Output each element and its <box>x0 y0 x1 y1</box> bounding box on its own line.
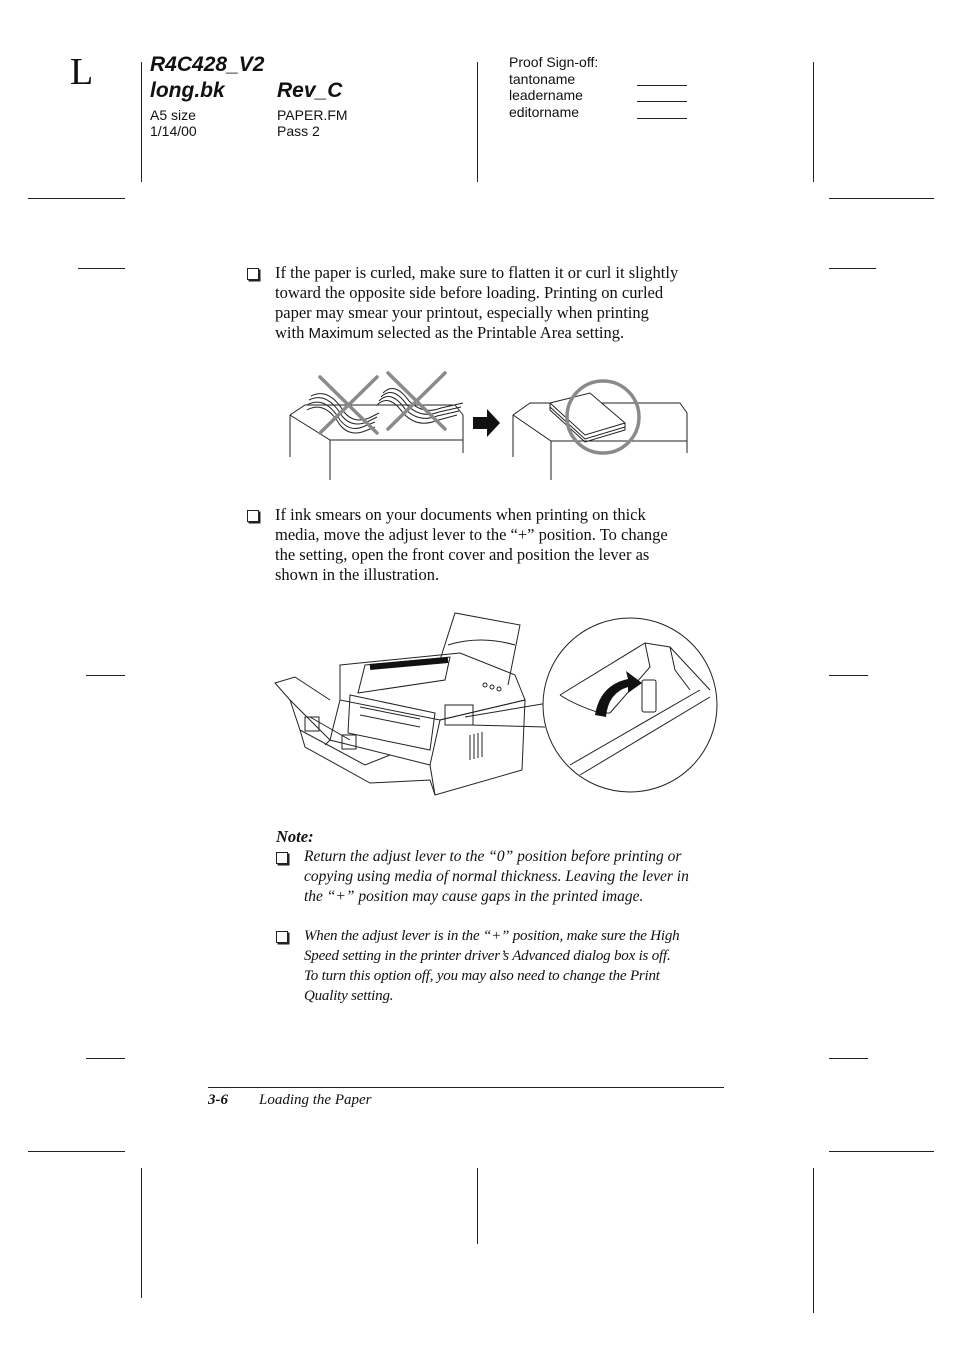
crop-mark <box>477 62 478 182</box>
bullet1-line: paper may smear your printout, especially when printing <box>275 303 649 322</box>
setting-name: Maximum <box>308 325 374 342</box>
bullet-box <box>247 510 259 522</box>
curled-paper-illustration <box>285 365 695 485</box>
printer-lever-illustration <box>270 605 725 805</box>
crop-mark <box>829 268 876 269</box>
crop-mark <box>141 62 142 182</box>
crop-mark <box>477 1168 478 1244</box>
note-line: To turn this option off, you may also need to change the Print <box>304 968 660 984</box>
bullet2-line: the setting, open the front cover and position the lever as <box>275 545 650 564</box>
bullet2-line: media, move the adjust lever to the “+” position. To change <box>275 525 668 544</box>
crop-mark <box>28 198 125 199</box>
crop-mark <box>829 1058 868 1059</box>
note-line: Quality setting. <box>304 988 394 1004</box>
signoff-line <box>637 101 687 102</box>
crop-mark <box>141 1168 142 1298</box>
note-line: the “+” position may cause gaps in the printed image. <box>304 888 644 905</box>
note-item2 <box>304 926 744 1006</box>
header-date: 1/14/00 <box>150 123 197 139</box>
chapter-title: Loading the Paper <box>259 1092 372 1108</box>
crop-mark <box>86 675 125 676</box>
bullet2-text <box>275 505 735 585</box>
crop-mark <box>829 1151 934 1152</box>
note-line: Speed setting in the printer driver’s Advanced dialog box is off. <box>304 948 671 964</box>
crop-mark <box>829 675 868 676</box>
signoff-line <box>637 118 687 119</box>
crop-mark <box>829 198 934 199</box>
header-size: A5 size <box>150 107 196 123</box>
bullet1-line: toward the opposite side before loading. Printing on curled <box>275 283 664 302</box>
bullet1-line: If the paper is curled, make sure to flatten it or curl it slightly <box>275 263 679 282</box>
crop-mark <box>86 1058 125 1059</box>
header-pass: Pass 2 <box>277 123 320 139</box>
corner-mark: L <box>70 51 94 93</box>
proof-name-editor: editorname <box>509 104 580 120</box>
header-file: PAPER.FM <box>277 107 348 123</box>
bullet1-text <box>275 263 735 344</box>
note-line: Return the adjust lever to the “0” position before printing or <box>304 848 682 865</box>
bullet-box <box>276 852 288 864</box>
note-line: When the adjust lever is in the “+” position, make sure the High <box>304 928 680 944</box>
note-title: Note: <box>276 827 314 846</box>
bullet2-line: shown in the illustration. <box>275 565 440 584</box>
note-line: copying using media of normal thickness. Leaving the lever in <box>304 868 689 885</box>
header-revision: Rev_C <box>277 79 343 102</box>
proof-name-tanto: tantoname <box>509 71 576 87</box>
bullet-box <box>247 268 259 280</box>
bullet1-line: with Maximum selected as the Printable Area setting. <box>275 323 625 342</box>
proof-title: Proof Sign-off: <box>509 54 599 70</box>
crop-mark <box>813 1168 814 1313</box>
bullet-box <box>276 931 288 943</box>
note-item1 <box>304 847 734 907</box>
page-number: 3-6 <box>208 1092 228 1108</box>
crop-mark <box>78 268 125 269</box>
header-book: long.bk <box>150 79 225 102</box>
bullet2-line: If ink smears on your documents when printing on thick <box>275 505 646 524</box>
crop-mark <box>813 62 814 182</box>
footer-rule <box>208 1087 724 1088</box>
signoff-line <box>637 85 687 86</box>
header-doc-id: R4C428_V2 <box>150 53 265 76</box>
crop-mark <box>28 1151 125 1152</box>
proof-name-leader: leadername <box>509 87 583 103</box>
